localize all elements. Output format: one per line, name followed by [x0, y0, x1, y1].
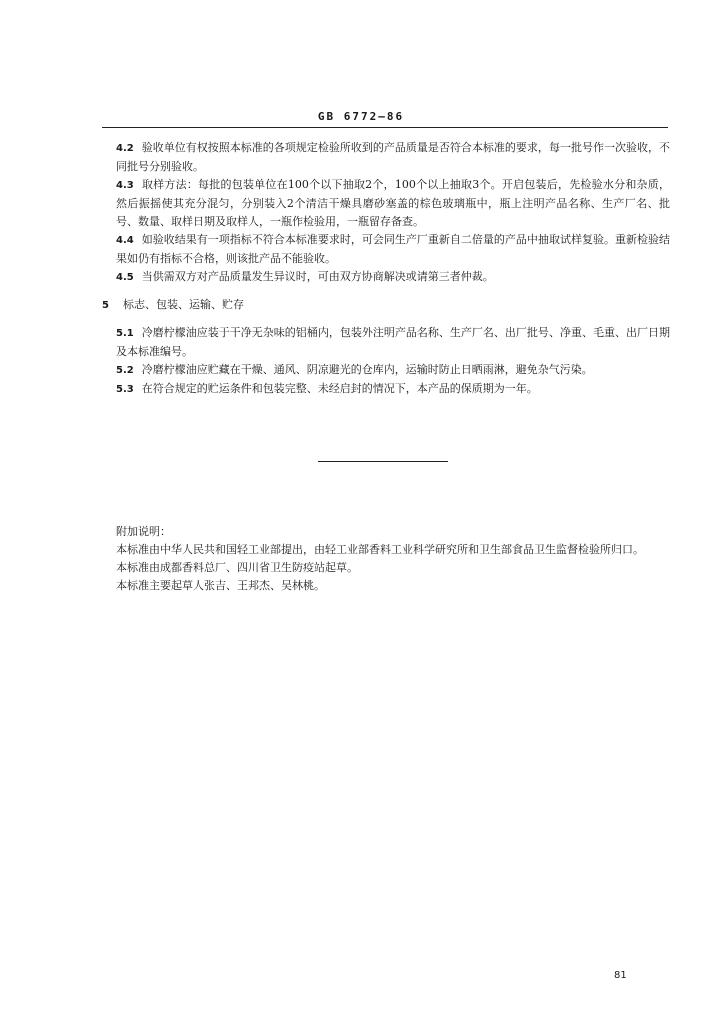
- clause-number: 5.2: [116, 365, 134, 376]
- clause-text: 如验收结果有一项指标不符合本标准要求时，可会同生产厂重新自二倍量的产品中抽取试样复验。重新检验结果如仍有指标不合格，则该批产品不能验收。: [116, 233, 670, 265]
- clause-text: 当供需双方对产品质量发生异议时，可由双方协商解决或请第三者仲裁。: [141, 270, 494, 283]
- clause-text: 冷磨柠檬油应贮藏在干燥、通风、阴凉避光的仓库内，运输时防止日晒雨淋，避免杂气污染。: [141, 363, 593, 376]
- end-rule: [318, 461, 448, 462]
- header-rule: [102, 127, 668, 128]
- clause-number: 5.3: [116, 384, 134, 395]
- note-line: 本标准主要起草人张吉、王邦杰、吴林桃。: [116, 579, 325, 592]
- clause-4-3: [102, 176, 670, 231]
- standard-code-header: GB 6772—86: [317, 110, 405, 123]
- clause-number: 4.4: [116, 235, 134, 246]
- section-title: 标志、包装、运输、贮存: [122, 298, 244, 311]
- clause-4-4: [102, 231, 670, 268]
- clause-text: 在符合规定的贮运条件和包装完整、未经启封的情况下，本产品的保质期为一年。: [141, 382, 538, 395]
- additional-notes: [102, 523, 670, 595]
- section-number: 5: [102, 300, 109, 311]
- body-text: [102, 139, 670, 399]
- clause-4-5: [102, 268, 670, 287]
- clause-5-1: [102, 324, 670, 361]
- notes-title: 附加说明：: [116, 525, 171, 538]
- page-number: 81: [614, 970, 627, 981]
- clause-text: 冷磨柠檬油应装于干净无杂味的铝桶内，包装外注明产品名称、生产厂名、出厂批号、净重、毛重、出厂日期及本标准编号。: [116, 326, 670, 358]
- note-line: 本标准由中华人民共和国轻工业部提出，由轻工业部香料工业科学研究所和卫生部食品卫生监督检验所归口。: [116, 543, 644, 556]
- clause-text: 验收单位有权按照本标准的各项规定检验所收到的产品质量是否符合本标准的要求，每一批号作一次验收，不同批号分别验收。: [116, 141, 670, 173]
- clause-5-2: [102, 361, 670, 380]
- clause-number: 4.2: [116, 143, 134, 154]
- section-5-heading: [102, 296, 670, 315]
- clause-number: 4.3: [116, 180, 134, 191]
- clause-4-2: [102, 139, 670, 176]
- clause-5-3: [102, 380, 670, 399]
- clause-number: 4.5: [116, 272, 134, 283]
- note-line: 本标准由成都香料总厂、四川省卫生防疫站起草。: [116, 561, 358, 574]
- clause-text: 取样方法：每批的包装单位在100个以下抽取2个，100个以上抽取3个。开启包装后，先检验水分和杂质，然后振摇使其充分混匀，分别装入2个清洁干燥具磨砂塞盖的棕色玻璃瓶中，瓶上注明产品名称、生产厂名、批号、数量、取样日期及取样人，一瓶作检验用，一瓶留存备查。: [116, 178, 670, 228]
- clause-number: 5.1: [116, 328, 134, 339]
